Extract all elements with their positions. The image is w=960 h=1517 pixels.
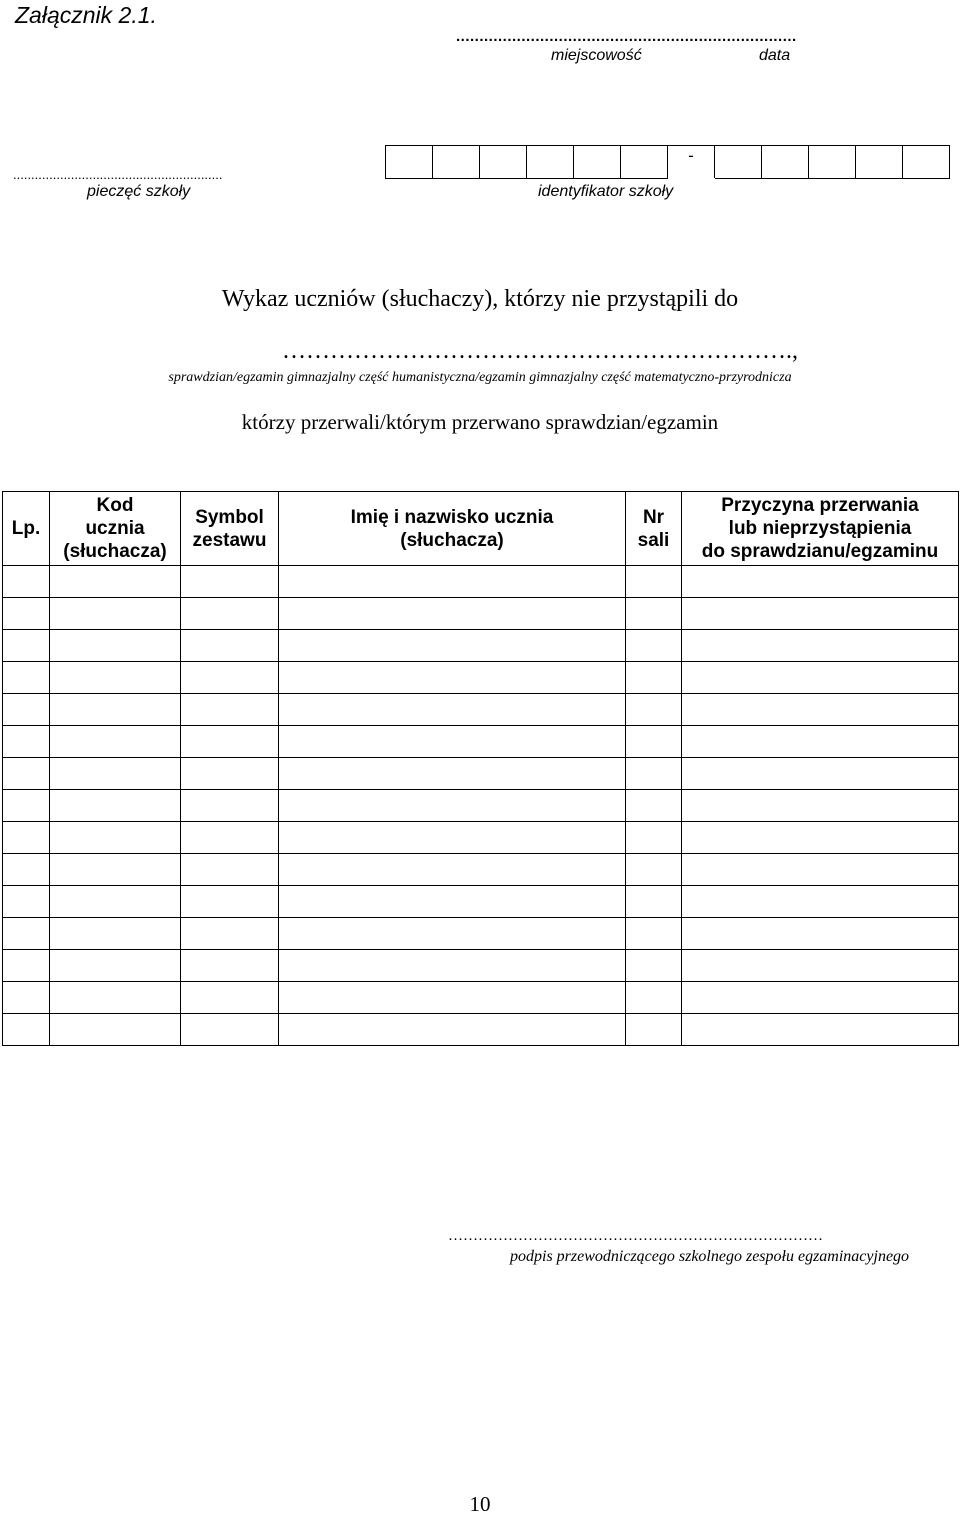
school-id-cell[interactable]: [715, 146, 762, 179]
school-id-cell[interactable]: [621, 146, 668, 179]
table-row: [3, 854, 959, 886]
table-cell[interactable]: [682, 790, 959, 822]
table-row: [3, 822, 959, 854]
table-cell[interactable]: [50, 566, 181, 598]
table-cell[interactable]: [279, 598, 626, 630]
page-number: 10: [469, 1492, 491, 1516]
table-cell[interactable]: [181, 758, 279, 790]
table-row: [3, 662, 959, 694]
table-cell[interactable]: [50, 598, 181, 630]
header-name-line: (słuchacza): [400, 529, 504, 551]
table-cell[interactable]: [50, 854, 181, 886]
table-cell[interactable]: [626, 886, 682, 918]
table-cell[interactable]: [3, 790, 50, 822]
table-row: [3, 886, 959, 918]
table-cell[interactable]: [626, 758, 682, 790]
table-cell[interactable]: [626, 982, 682, 1014]
table-cell[interactable]: [626, 950, 682, 982]
table-cell[interactable]: [181, 662, 279, 694]
date-label: data: [759, 47, 791, 64]
table-cell[interactable]: [279, 566, 626, 598]
table-cell[interactable]: [682, 982, 959, 1014]
table-cell[interactable]: [682, 566, 959, 598]
table-cell[interactable]: [3, 1014, 50, 1046]
table-body: [3, 566, 959, 1046]
header-student-code: [50, 492, 181, 566]
table-cell[interactable]: [3, 566, 50, 598]
header-reason: [682, 492, 959, 566]
table-cell[interactable]: [279, 662, 626, 694]
table-row: [3, 918, 959, 950]
table-cell[interactable]: [50, 758, 181, 790]
table-row: [3, 726, 959, 758]
table-cell[interactable]: [181, 918, 279, 950]
table-cell[interactable]: [279, 694, 626, 726]
table-cell[interactable]: [626, 630, 682, 662]
table-cell[interactable]: [50, 822, 181, 854]
school-id-label: identyfikator szkoły: [538, 183, 674, 200]
table-cell[interactable]: [682, 886, 959, 918]
table-cell[interactable]: [626, 1014, 682, 1046]
table-cell[interactable]: [626, 662, 682, 694]
table-cell[interactable]: [181, 566, 279, 598]
table-cell[interactable]: [682, 1014, 959, 1046]
table-cell[interactable]: [50, 950, 181, 982]
exam-type-line[interactable]: ……………………………………………………….,: [282, 338, 798, 364]
page-subtitle: którzy przerwali/którym przerwano sprawdzian/egzamin: [241, 410, 719, 434]
table-cell[interactable]: [626, 918, 682, 950]
table-cell[interactable]: [181, 822, 279, 854]
table-cell[interactable]: [682, 726, 959, 758]
header-set-line: Symbol: [195, 506, 264, 528]
place-label: miejscowość: [551, 47, 642, 64]
table-cell[interactable]: [181, 694, 279, 726]
table-cell[interactable]: [279, 790, 626, 822]
table-cell[interactable]: [279, 1014, 626, 1046]
header-student-name: [279, 492, 626, 566]
table-cell[interactable]: [3, 662, 50, 694]
table-cell[interactable]: [279, 886, 626, 918]
table-cell[interactable]: [3, 822, 50, 854]
table-cell[interactable]: [50, 982, 181, 1014]
table-cell[interactable]: [682, 662, 959, 694]
table-cell[interactable]: [279, 854, 626, 886]
table-cell[interactable]: [3, 758, 50, 790]
school-id-cell[interactable]: [527, 146, 574, 179]
table-row: [3, 790, 959, 822]
school-id-separator: -: [668, 146, 715, 178]
header-lp-text: Lp.: [11, 518, 41, 539]
header-name-line: Imię i nazwisko ucznia: [350, 506, 554, 528]
stamp-label: pieczęć szkoły: [87, 183, 191, 200]
table-cell[interactable]: [279, 822, 626, 854]
table-cell[interactable]: [279, 950, 626, 982]
table-cell[interactable]: [181, 950, 279, 982]
table-cell[interactable]: [181, 726, 279, 758]
table-row: [3, 598, 959, 630]
header-lp: [3, 492, 50, 566]
table-cell[interactable]: [50, 726, 181, 758]
annex-label: Załącznik 2.1.: [15, 2, 157, 28]
signature-line[interactable]: …………………………………………………………………: [448, 1228, 823, 1244]
header-set-line: zestawu: [192, 529, 267, 551]
signature-label: podpis przewodniczącego szkolnego zespołu egzaminacyjnego: [510, 1248, 910, 1265]
table-cell[interactable]: [279, 630, 626, 662]
table-cell[interactable]: [181, 854, 279, 886]
table-cell[interactable]: [626, 694, 682, 726]
table-cell[interactable]: [181, 790, 279, 822]
table-cell[interactable]: [279, 758, 626, 790]
table-cell[interactable]: [3, 694, 50, 726]
header-room-number: [626, 492, 682, 566]
exam-type-note: sprawdzian/egzamin gimnazjalny część humanistyczna/egzamin gimnazjalny część matematyczno-przyrodnicza: [168, 370, 792, 385]
school-id-cell[interactable]: [480, 146, 527, 179]
header-code-line: ucznia: [85, 518, 145, 539]
table-cell[interactable]: [682, 918, 959, 950]
stamp-line[interactable]: ..........................................................: [13, 167, 223, 182]
table-cell[interactable]: [682, 758, 959, 790]
table-cell[interactable]: [3, 918, 50, 950]
table-cell[interactable]: [50, 886, 181, 918]
table-cell[interactable]: [682, 630, 959, 662]
page-title: Wykaz uczniów (słuchaczy), którzy nie przystąpili do: [221, 286, 739, 312]
header-code-line: (słuchacza): [63, 541, 167, 562]
table-cell[interactable]: [682, 598, 959, 630]
table-cell[interactable]: [279, 918, 626, 950]
school-id-grid: [385, 145, 950, 179]
students-table: [2, 491, 959, 1046]
table-cell[interactable]: [682, 950, 959, 982]
school-id-cell[interactable]: [574, 146, 621, 179]
table-cell[interactable]: [626, 598, 682, 630]
table-cell[interactable]: [626, 566, 682, 598]
school-id-cell[interactable]: [433, 146, 480, 179]
table-cell[interactable]: [3, 982, 50, 1014]
header-room-line: sali: [637, 529, 670, 551]
table-cell[interactable]: [181, 886, 279, 918]
table-cell[interactable]: [50, 790, 181, 822]
school-id-cell[interactable]: [386, 146, 433, 179]
table-cell[interactable]: [50, 1014, 181, 1046]
table-cell[interactable]: [181, 982, 279, 1014]
table-row: [3, 950, 959, 982]
header-reason-line: lub nieprzystąpienia: [728, 518, 912, 539]
header-room-line: Nr: [642, 506, 665, 528]
school-id-cell[interactable]: [903, 146, 950, 179]
table-cell[interactable]: [50, 662, 181, 694]
table-cell[interactable]: [682, 854, 959, 886]
school-id-cell[interactable]: [762, 146, 809, 179]
table-cell[interactable]: [682, 822, 959, 854]
header-code-line: Kod: [96, 495, 134, 516]
table-cell[interactable]: [3, 630, 50, 662]
table-cell[interactable]: [3, 950, 50, 982]
table-row: [3, 982, 959, 1014]
table-header-row: [3, 492, 959, 566]
school-id-cell[interactable]: [809, 146, 856, 179]
table-row: [3, 566, 959, 598]
header-set-symbol: [181, 492, 279, 566]
table-cell[interactable]: [626, 854, 682, 886]
table-cell[interactable]: [181, 598, 279, 630]
table-cell[interactable]: [682, 694, 959, 726]
table-cell[interactable]: [279, 982, 626, 1014]
table-cell[interactable]: [626, 790, 682, 822]
table-cell[interactable]: [626, 726, 682, 758]
table-cell[interactable]: [279, 726, 626, 758]
header-reason-line: Przyczyna przerwania: [721, 495, 919, 516]
table-row: [3, 630, 959, 662]
table-cell[interactable]: [181, 1014, 279, 1046]
header-reason-line: do sprawdzianu/egzaminu: [701, 541, 939, 562]
place-date-line[interactable]: .........................................................................: [456, 28, 797, 45]
table-cell[interactable]: [50, 918, 181, 950]
table-row: [3, 758, 959, 790]
table-row: [3, 694, 959, 726]
table-cell[interactable]: [3, 886, 50, 918]
table-cell[interactable]: [626, 822, 682, 854]
table-cell[interactable]: [3, 854, 50, 886]
table-cell[interactable]: [50, 630, 181, 662]
table-row: [3, 1014, 959, 1046]
table-cell[interactable]: [3, 598, 50, 630]
school-id-cell[interactable]: [856, 146, 903, 179]
table-cell[interactable]: [3, 726, 50, 758]
table-cell[interactable]: [50, 694, 181, 726]
table-cell[interactable]: [181, 630, 279, 662]
